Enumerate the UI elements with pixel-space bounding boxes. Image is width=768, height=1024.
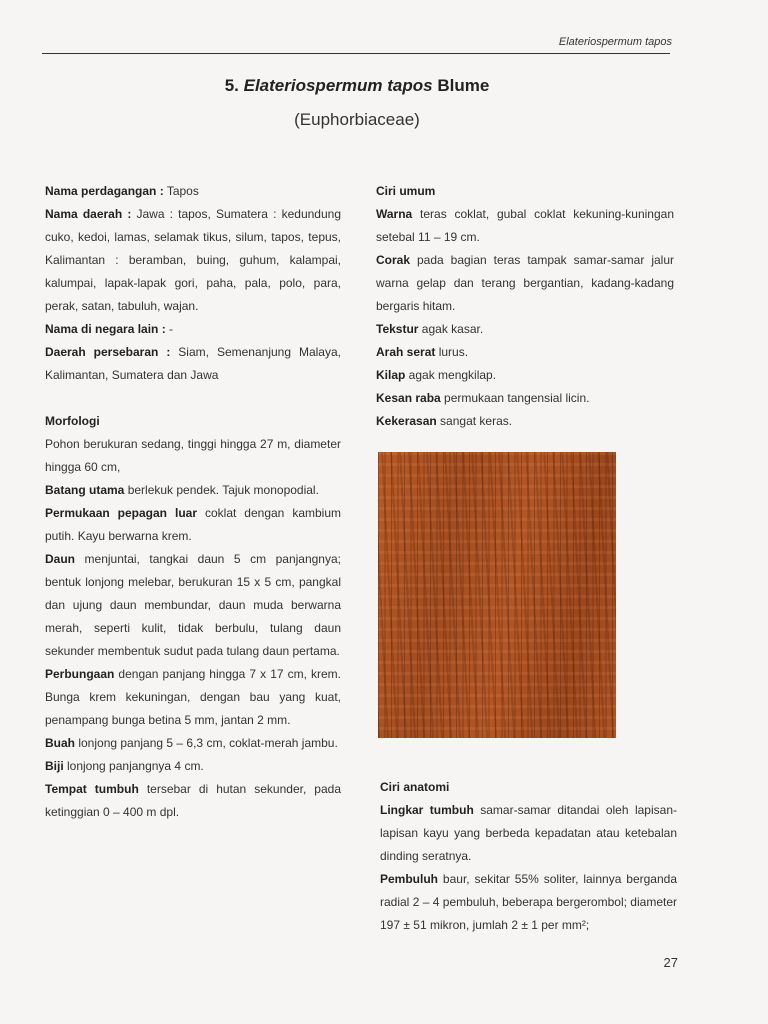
field-label: Warna	[376, 207, 413, 221]
kesan-raba	[376, 387, 674, 410]
field-label: Perbungaan	[45, 667, 115, 681]
daerah-persebaran	[45, 341, 341, 387]
field-text: menjuntai, tangkai daun 5 cm panjangnya; bentuk lonjong melebar, berukuran 15 x 5 cm, pangkal dan ujung daun membundar, daun muda berwarna merah, seperti kulit, tidak berbulu, tulang daun sekunder membentuk sudut pada tulang daun pertama.	[45, 552, 341, 658]
tekstur	[376, 318, 674, 341]
field-label: Batang utama	[45, 483, 125, 497]
permukaan-pepagan	[45, 502, 341, 548]
species-author: Blume	[437, 76, 490, 95]
corak	[376, 249, 674, 318]
field-text: lonjong panjang 5 – 6,3 cm, coklat-merah jambu.	[75, 736, 338, 750]
nama-di-negara-lain	[45, 318, 341, 341]
warna	[376, 203, 674, 249]
field-text: Jawa : tapos, Sumatera : kedundung cuko, kedoi, lamas, selamak tikus, silum, tapos, tepus, Kalimantan : beramban, buing, guhum, kalampai, kalumpai, lapak-lapak gori, paha, pala, polo, para, perak, satan, tabuluh, wajan.	[45, 207, 341, 313]
field-text: coklat dengan kambium putih. Kayu berwarna krem.	[45, 506, 341, 543]
running-head: Elateriospermum tapos	[558, 36, 672, 48]
perbungaan	[45, 663, 341, 732]
field-label: Tempat tumbuh	[45, 782, 139, 796]
lingkar-tumbuh	[380, 799, 677, 868]
tempat-tumbuh	[45, 778, 341, 824]
field-label: Nama daerah :	[45, 207, 132, 221]
species-title	[0, 76, 714, 96]
field-text: samar-samar ditandai oleh lapisan-lapisan kayu yang berbeda kepadatan atau ketebalan dinding seratnya.	[380, 803, 677, 863]
field-label: Buah	[45, 736, 75, 750]
field-label: Corak	[376, 253, 411, 267]
field-text: dengan panjang hingga 7 x 17 cm, krem. Bunga krem kekuningan, dengan bau yang kuat, penampang bunga betina 5 mm, jantan 2 mm.	[45, 667, 341, 727]
arah-serat	[376, 341, 674, 364]
field-text: agak mengkilap.	[405, 368, 497, 382]
pohon-text: Pohon berukuran sedang, tinggi hingga 27 m, diameter hingga 60 cm,	[45, 437, 341, 474]
nama-perdagangan	[45, 180, 341, 203]
field-label: Kesan raba	[376, 391, 441, 405]
field-text: lurus.	[435, 345, 469, 359]
field-text: tersebar di hutan sekunder, pada ketinggian 0 – 400 m dpl.	[45, 782, 342, 819]
field-label: Kilap	[376, 368, 406, 382]
field-label: Daun	[45, 552, 75, 566]
field-label: Nama di negara lain :	[45, 322, 166, 336]
pembuluh	[380, 868, 677, 937]
right-column-upper	[376, 180, 674, 433]
field-label: Tekstur	[376, 322, 419, 336]
field-label: Biji	[45, 759, 64, 773]
page-number: 27	[663, 955, 678, 970]
batang-utama	[45, 479, 341, 502]
species-number: 5.	[224, 76, 239, 95]
field-text: teras coklat, gubal coklat kekuning-kuningan setebal 11 – 19 cm.	[376, 207, 674, 244]
kekerasan	[376, 410, 674, 433]
field-text: permukaan tangensial licin.	[440, 391, 590, 405]
field-label: Nama perdagangan :	[45, 184, 164, 198]
kilap	[376, 364, 674, 387]
field-text: agak kasar.	[418, 322, 484, 336]
spacer	[45, 387, 341, 410]
morfologi-heading: Morfologi	[45, 414, 100, 428]
field-text: Tapos	[163, 184, 199, 198]
field-text: sangat keras.	[436, 414, 513, 428]
wood-sample-photo	[378, 452, 616, 738]
field-label: Daerah persebaran :	[45, 345, 171, 359]
field-text: baur, sekitar 55% soliter, lainnya berganda radial 2 – 4 pembuluh, beberapa bergerombol; diameter 197 ± 51 mikron, jumlah 2 ± 1 per mm²;	[380, 872, 677, 932]
field-label: Kekerasan	[376, 414, 437, 428]
field-text: berlekuk pendek. Tajuk monopodial.	[124, 483, 319, 497]
field-label: Pembuluh	[380, 872, 439, 886]
field-text: pada bagian teras tampak samar-samar jalur warna gelap dan terang bergantian, kadang-kadang bergaris hitam.	[376, 253, 674, 313]
species-name: Elateriospermum tapos	[243, 76, 433, 95]
biji	[45, 755, 341, 778]
field-text: Siam, Semenanjung Malaya, Kalimantan, Sumatera dan Jawa	[45, 345, 341, 382]
field-text: -	[165, 322, 174, 336]
field-label: Arah serat	[376, 345, 436, 359]
field-label: Permukaan pepagan luar	[45, 506, 197, 520]
ciri-anatomi-heading: Ciri anatomi	[380, 780, 450, 794]
ciri-umum-heading: Ciri umum	[376, 184, 436, 198]
header-rule	[42, 53, 670, 54]
field-text: lonjong panjangnya 4 cm.	[63, 759, 204, 773]
buah	[45, 732, 341, 755]
family-name: (Euphorbiaceae)	[294, 110, 420, 129]
right-column-lower	[380, 776, 677, 937]
left-column	[45, 180, 341, 824]
field-label: Lingkar tumbuh	[380, 803, 474, 817]
daun	[45, 548, 341, 663]
nama-daerah	[45, 203, 341, 318]
